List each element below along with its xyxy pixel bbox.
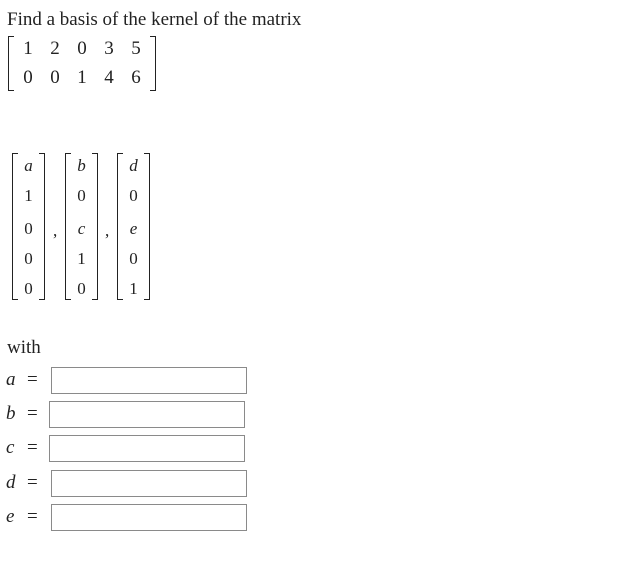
matrix-entry: 1 bbox=[23, 38, 33, 59]
vector-entry: 0 bbox=[24, 249, 33, 268]
answer-input-e[interactable] bbox=[51, 504, 247, 531]
matrix-entry: 4 bbox=[104, 67, 114, 88]
answer-variable: e bbox=[6, 506, 15, 527]
basis-vector-2 bbox=[65, 153, 98, 300]
matrix-entry: 2 bbox=[50, 38, 60, 59]
answer-variable: b bbox=[6, 403, 16, 424]
matrix-entry: 6 bbox=[131, 67, 141, 88]
vector-entry: 0 bbox=[129, 249, 138, 268]
answer-row-c bbox=[6, 435, 266, 463]
vector-entry: a bbox=[24, 156, 33, 175]
answer-variable: a bbox=[6, 369, 16, 390]
answer-variable: d bbox=[6, 472, 16, 493]
answer-input-c[interactable] bbox=[49, 435, 245, 462]
matrix-row bbox=[8, 66, 156, 90]
vector-separator: , bbox=[53, 221, 58, 240]
equals-sign: = bbox=[27, 369, 38, 390]
vector-entry: 0 bbox=[77, 186, 86, 205]
vector-entry: e bbox=[129, 219, 138, 238]
with-label: with bbox=[7, 337, 41, 358]
matrix-entry: 3 bbox=[104, 38, 114, 59]
vector-entry: 1 bbox=[24, 186, 33, 205]
answer-row-d bbox=[6, 470, 266, 498]
matrix-entry: 0 bbox=[23, 67, 33, 88]
given-matrix bbox=[8, 36, 156, 91]
matrix-entry: 0 bbox=[50, 67, 60, 88]
matrix-row bbox=[8, 37, 156, 61]
answer-variable: c bbox=[6, 437, 15, 458]
vector-entry: 1 bbox=[129, 279, 138, 298]
equals-sign: = bbox=[27, 506, 38, 527]
answer-input-b[interactable] bbox=[49, 401, 245, 428]
answer-input-d[interactable] bbox=[51, 470, 247, 497]
vector-entry: b bbox=[77, 156, 86, 175]
equals-sign: = bbox=[27, 437, 38, 458]
answer-row-e bbox=[6, 504, 266, 532]
equals-sign: = bbox=[27, 472, 38, 493]
question-text: Find a basis of the kernel of the matrix bbox=[7, 9, 302, 30]
matrix-entry: 5 bbox=[131, 38, 141, 59]
vector-entry: 0 bbox=[24, 279, 33, 298]
matrix-entry: 0 bbox=[77, 38, 87, 59]
vector-entry: c bbox=[77, 219, 86, 238]
vector-entry: d bbox=[129, 156, 138, 175]
vector-entry: 0 bbox=[129, 186, 138, 205]
answer-input-a[interactable] bbox=[51, 367, 247, 394]
answer-row-b bbox=[6, 401, 266, 429]
answer-row-a bbox=[6, 367, 266, 395]
basis-vector-3 bbox=[117, 153, 150, 300]
matrix-entry: 1 bbox=[77, 67, 87, 88]
vector-entry: 0 bbox=[24, 219, 33, 238]
vector-entry: 0 bbox=[77, 279, 86, 298]
basis-vector-1 bbox=[12, 153, 45, 300]
vector-separator: , bbox=[105, 221, 110, 240]
vector-entry: 1 bbox=[77, 249, 86, 268]
equals-sign: = bbox=[27, 403, 38, 424]
